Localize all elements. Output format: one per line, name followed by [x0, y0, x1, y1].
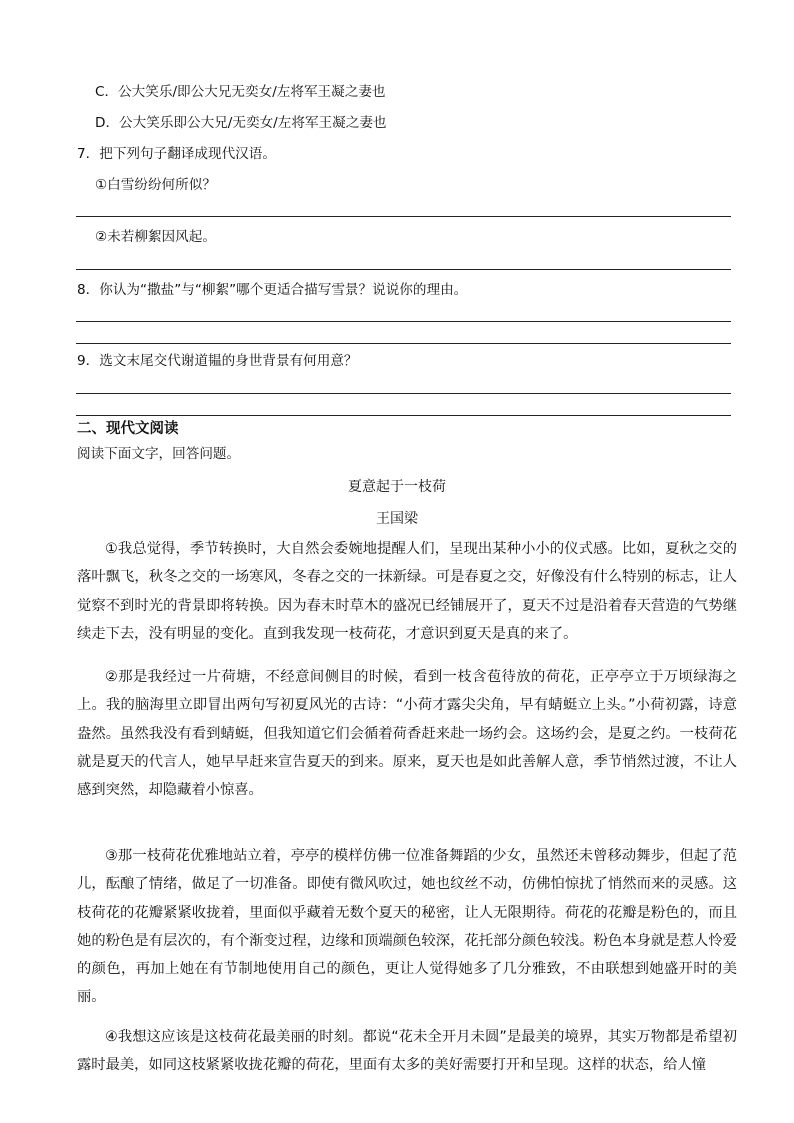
question-7-prompt: 7．把下列句子翻译成现代汉语。 — [77, 146, 276, 162]
answer-line[interactable] — [76, 393, 731, 394]
question-8-prompt: 8．你认为“撒盐”与“柳絮”哪个更适合描写雪景？说说你的理由。 — [77, 282, 468, 298]
answer-line[interactable] — [76, 269, 731, 270]
answer-line[interactable] — [76, 343, 731, 344]
question-6-option-d: D．公大笑乐即公大兄/无奕女/左将军王凝之妻也 — [95, 115, 387, 131]
answer-line[interactable] — [76, 415, 731, 416]
answer-line[interactable] — [76, 321, 731, 322]
article-paragraph-2: ②那是我经过一片荷塘，不经意间侧目的时候，看到一枝含苞待放的荷花，正亭亭立于万顷绿海之上。我的脑海里立即冒出两句写初夏风光的古诗：“小荷才露尖尖角，早有蜻蜓立上头。”小荷初露，诗意盎然。虽然我没有看到蜻蜓，但我知道它们会循着荷香赶来赴一场约会。这场约会，是夏之约。一枝荷花就是夏天的代言人，她早早赶来宣告夏天的到来。原来，夏天也是如此善解人意，季节悄然过渡，不让人感到突然，却隐藏着小惊喜。 — [77, 669, 737, 799]
section-heading: 二、现代文阅读 — [77, 421, 179, 437]
answer-line[interactable] — [76, 216, 731, 217]
question-6-option-c: C．公大笑乐/即公大兄无奕女/左将军王凝之妻也 — [95, 84, 386, 100]
article-paragraph-1: ①我总觉得，季节转换时，大自然会委婉地提醒人们，呈现出某种小小的仪式感。比如，夏秋之交的落叶飘飞，秋冬之交的一场寒风，冬春之交的一抹新绿。可是春夏之交，好像没有什么特别的标志，让人觉察不到时光的背景即将转换。因为春末时草木的盛况已经铺展开了，夏天不过是沿着春天营造的气势继续走下去，没有明显的变化。直到我发现一枝荷花，才意识到夏天是真的来了。 — [77, 541, 737, 642]
question-7-item-2: ②未若柳絮因风起。 — [95, 229, 216, 245]
article-paragraph-4: ④我想这应该是这枝荷花最美丽的时刻。都说“花未全开月未圆”是最美的境界，其实万物都是希望初露时最美，如同这枝紧紧收拢花瓣的荷花，里面有太多的美好需要打开和呈现。这样的状态，给人憧 — [77, 1029, 737, 1074]
article-author: 王国梁 — [376, 511, 418, 527]
question-9-prompt: 9．选文末尾交代谢道韫的身世背景有何用意？ — [77, 353, 358, 369]
article-paragraph-3: ③那一枝荷花优雅地站立着，亭亭的模样仿佛一位准备舞蹈的少女，虽然还未曾移动舞步，但起了范儿，酝酿了情绪，做足了一切准备。即使有微风吹过，她也纹丝不动，仿佛怕惊扰了悄然而来的灵感。这枝荷花的花瓣紧紧收拢着，里面似乎藏着无数个夏天的秘密，让人无限期待。荷花的花瓣是粉色的，而且她的粉色是有层次的，有个渐变过程，边缘和顶端颜色较深，花托部分颜色较浅。粉色本身就是惹人怜爱的颜色，再加上她在有节制地使用自己的颜色，更让人觉得她多了几分雅致，不由联想到她盛开时的美丽。 — [77, 848, 737, 1006]
question-7-item-1: ①白雪纷纷何所似？ — [95, 177, 216, 193]
article-title: 夏意起于一枝荷 — [348, 479, 446, 495]
section-instruction: 阅读下面文字，回答问题。 — [77, 446, 241, 462]
